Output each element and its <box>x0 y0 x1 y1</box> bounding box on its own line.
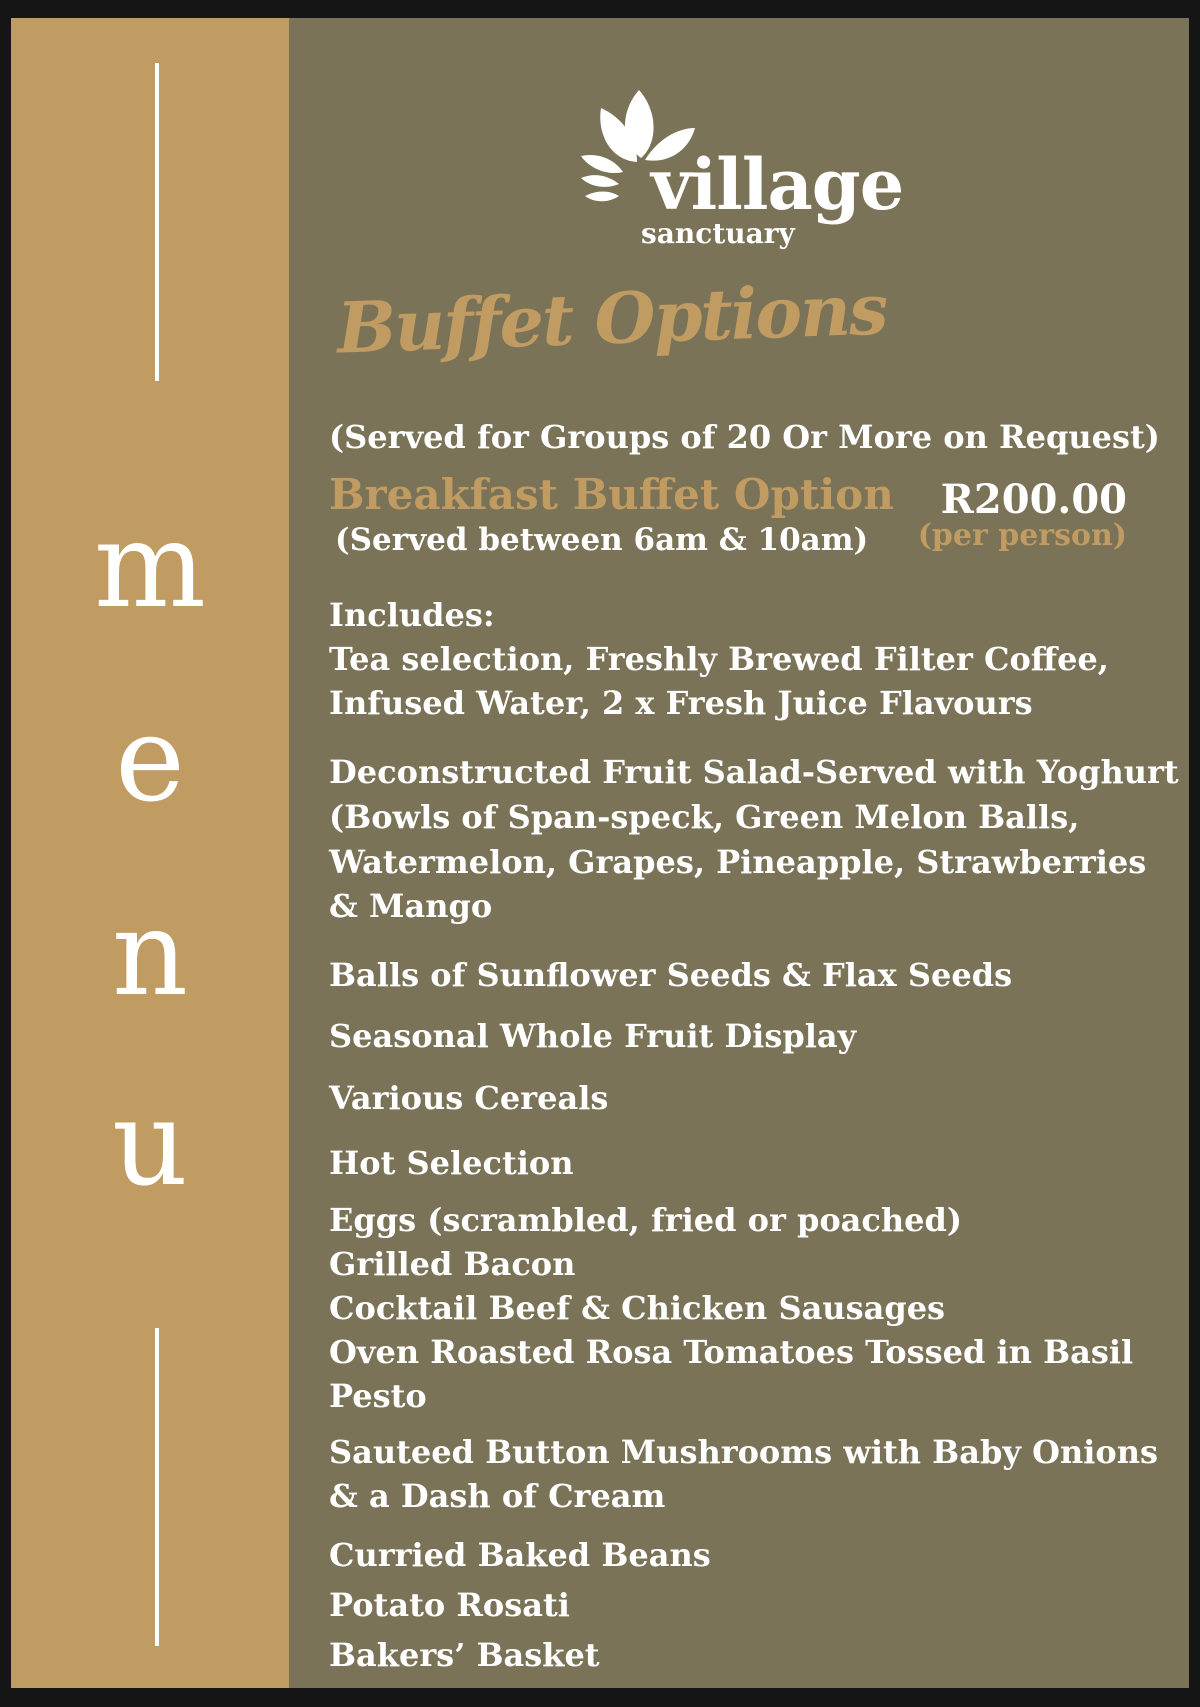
section-heading: Breakfast Buffet Option <box>329 470 894 519</box>
list-item: Deconstructed Fruit Salad-Served with Yoghurt <box>329 753 1179 791</box>
logo-name: village <box>651 143 904 226</box>
list-item: Bakers’ Basket <box>329 1636 600 1674</box>
list-item: Tea selection, Freshly Brewed Filter Coffee, <box>329 640 1109 678</box>
list-item: Includes: <box>329 596 495 634</box>
menu-content <box>289 18 1189 1688</box>
page-title: Buffet Options <box>335 267 888 370</box>
menu-card <box>11 18 1189 1688</box>
list-item: Sauteed Button Mushrooms with Baby Onions <box>329 1433 1158 1471</box>
list-item: Oven Roasted Rosa Tomatoes Tossed in Basil <box>329 1333 1134 1371</box>
page-subtitle: (Served for Groups of 20 Or More on Request) <box>329 418 1160 456</box>
list-item: Grilled Bacon <box>329 1245 576 1283</box>
list-item: (Bowls of Span-speck, Green Melon Balls, <box>329 798 1080 836</box>
list-item: Potato Rosati <box>329 1586 570 1624</box>
sidebar-divider-bottom <box>155 1328 159 1646</box>
list-item: Hot Selection <box>329 1144 574 1182</box>
list-item: & Mango <box>329 887 493 925</box>
menu-sidebar <box>11 18 289 1688</box>
menu-letter-m: m <box>94 496 206 634</box>
list-item: Balls of Sunflower Seeds & Flax Seeds <box>329 956 1013 994</box>
village-sanctuary-logo <box>579 80 919 270</box>
list-item: Cocktail Beef & Chicken Sausages <box>329 1289 946 1327</box>
list-item: Various Cereals <box>329 1079 609 1117</box>
list-item: Eggs (scrambled, fried or poached) <box>329 1201 963 1239</box>
list-item: Watermelon, Grapes, Pineapple, Strawberries <box>329 843 1147 881</box>
price-note: (per person) <box>917 518 1127 553</box>
list-item: Pesto <box>329 1377 427 1415</box>
sidebar-divider-top <box>155 63 159 381</box>
list-item: Curried Baked Beans <box>329 1536 711 1574</box>
list-item: & a Dash of Cream <box>329 1477 666 1515</box>
served-times: (Served between 6am & 10am) <box>335 522 869 558</box>
list-item: Seasonal Whole Fruit Display <box>329 1017 857 1055</box>
logo-tagline: sanctuary <box>641 217 795 250</box>
menu-letter-e: e <box>115 690 185 828</box>
list-item: Infused Water, 2 x Fresh Juice Flavours <box>329 684 1033 722</box>
price-label: R200.00 <box>940 476 1127 523</box>
menu-letter-u: u <box>112 1074 188 1212</box>
menu-letter-n: n <box>112 884 188 1022</box>
